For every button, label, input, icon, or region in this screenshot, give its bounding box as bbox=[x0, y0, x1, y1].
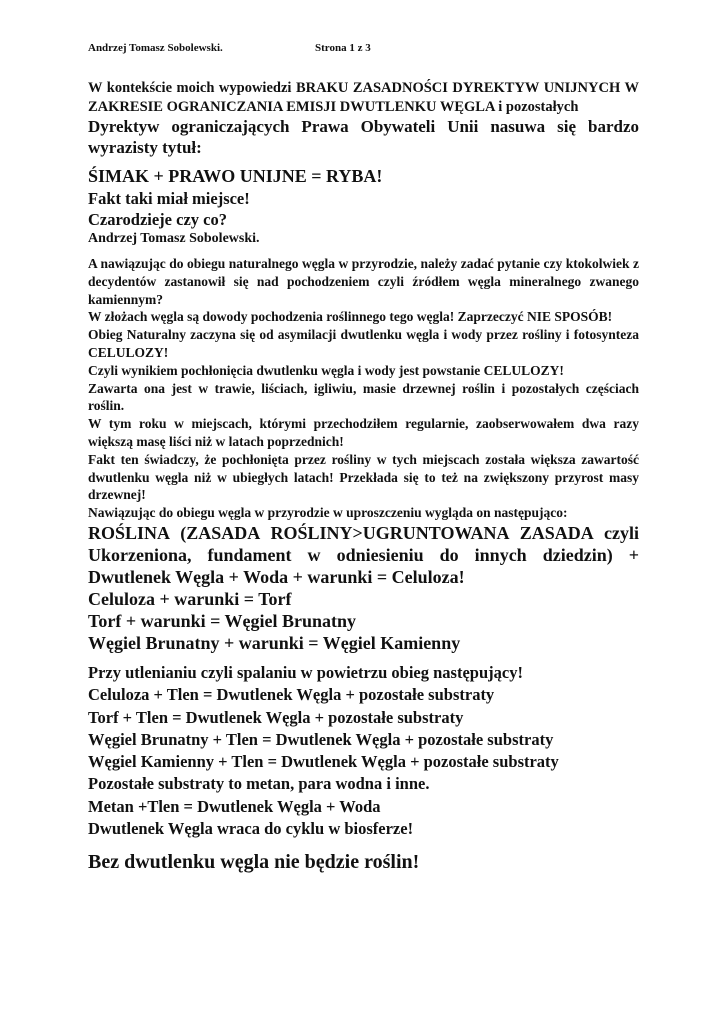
body-paragraph: W tym roku w miejscach, którymi przechodziłem regularnie, zaobserwowałem dwa razy większą masę liści niż w latach poprzednich! bbox=[88, 416, 639, 449]
oxidation-line: Celuloza + Tlen = Dwutlenek Węgla + pozostałe substraty bbox=[88, 685, 495, 705]
oxidation-line: Węgiel Brunatny + Tlen = Dwutlenek Węgla + pozostałe substraty bbox=[88, 729, 554, 749]
intro-paragraph-continued: Dyrektyw ograniczających Prawa Obywateli Unii nasuwa się bardzo wyrazisty tytuł: bbox=[88, 117, 639, 157]
cycle-step: Węgiel Brunatny + warunki = Węgiel Kamienny bbox=[88, 632, 461, 653]
oxidation-line: Węgiel Kamienny + Tlen = Dwutlenek Węgla + pozostałe substraty bbox=[88, 752, 559, 772]
page-number: Strona 1 z 3 bbox=[315, 42, 371, 54]
closing-statement: Bez dwutlenku węgla nie będzie roślin! bbox=[88, 851, 420, 874]
main-title: ŚIMAK + PRAWO UNIJNE = RYBA! bbox=[88, 166, 383, 186]
oxidation-line: Przy utlenianiu czyli spalaniu w powietrzu obieg następujący! bbox=[88, 662, 523, 682]
subtitle-question: Czarodzieje czy co? bbox=[88, 210, 227, 229]
body-paragraph: A nawiązując do obiegu naturalnego węgla w przyrodzie, należy zadać pytanie czy ktokolwiek z decydentów zastanowił się nad pochodzeniem czyli źródłem węgla mineralnego zwanego kamiennym? bbox=[88, 256, 639, 307]
body-paragraph: Czyli wynikiem pochłonięcia dwutlenku węgla i wody jest powstanie CELULOZY! bbox=[88, 362, 564, 378]
body-paragraph: Fakt ten świadczy, że pochłonięta przez rośliny w tych miejscach została większa zawartość dwutlenku węgla niż w ubiegłych latach! Przekłada się to też na zwiększony przyrost masy drzewnej! bbox=[88, 451, 639, 503]
body-paragraph: W złożach węgla są dowody pochodzenia roślinnego tego węgla! Zaprzeczyć NIE SPOSÓB! bbox=[88, 309, 613, 325]
oxidation-line: Dwutlenek Węgla wraca do cyklu w biosferze! bbox=[88, 819, 414, 839]
oxidation-line: Metan +Tlen = Dwutlenek Węgla + Woda bbox=[88, 796, 381, 816]
cycle-step: Celuloza + warunki = Torf bbox=[88, 588, 292, 609]
body-paragraph: Obieg Naturalny zaczyna się od asymilacji dwutlenku węgla i wody przez rośliny i fotosynteza CELULOZY! bbox=[88, 327, 639, 360]
subtitle-fact: Fakt taki miał miejsce! bbox=[88, 189, 250, 208]
document-body bbox=[88, 79, 639, 875]
page-header bbox=[88, 41, 371, 55]
title-author: Andrzej Tomasz Sobolewski. bbox=[88, 231, 260, 246]
cycle-step: Torf + warunki = Węgiel Brunatny bbox=[88, 610, 357, 631]
header-author: Andrzej Tomasz Sobolewski. bbox=[88, 42, 223, 54]
intro-paragraph: W kontekście moich wypowiedzi BRAKU ZASADNOŚCI DYREKTYW UNIJNYCH W ZAKRESIE OGRANICZANIA EMISJI DWUTLENKU WĘGLA i pozostałych bbox=[88, 80, 639, 115]
body-paragraph: Nawiązując do obiegu węgla w przyrodzie w uproszczeniu wygląda on następująco: bbox=[88, 505, 568, 521]
body-paragraph: Zawarta ona jest w trawie, liściach, igliwiu, masie drzewnej roślin i pozostałych częściach roślin. bbox=[88, 380, 639, 414]
oxidation-line: Torf + Tlen = Dwutlenek Węgla + pozostałe substraty bbox=[88, 707, 464, 727]
cycle-formula: ROŚLINA (ZASADA ROŚLINY>UGRUNTOWANA ZASADA czyli Ukorzeniona, fundament w odniesieniu do innych dziedzin) + Dwutlenek Węgla + Woda + warunki = Celuloza! bbox=[88, 522, 639, 587]
oxidation-line: Pozostałe substraty to metan, para wodna i inne. bbox=[88, 774, 430, 794]
